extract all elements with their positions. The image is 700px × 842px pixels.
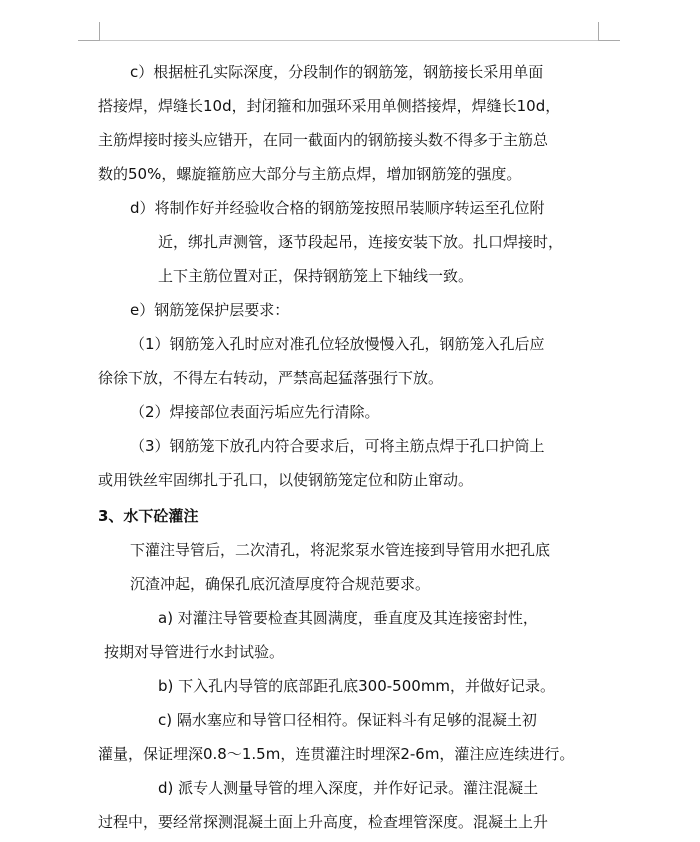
paragraph-line: 上下主筋位置对正，保持钢筋笼上下轴线一致。	[158, 267, 474, 285]
paragraph-line: d) 派专人测量导管的埋入深度，并作好记录。灌注混凝土	[158, 779, 539, 797]
paragraph-line: 搭接焊，焊缝长10d，封闭箍和加强环采用单侧搭接焊，焊缝长10d，	[98, 97, 561, 115]
crop-mark-left-vertical	[99, 22, 100, 41]
paragraph-line: e）钢筋笼保护层要求：	[130, 301, 290, 319]
paragraph-line: 过程中，要经常探测混凝土面上升高度，检查埋管深度。混凝土上升	[98, 813, 549, 831]
paragraph-line: d）将制作好并经验收合格的钢筋笼按照吊装顺序转运至孔位附	[130, 199, 545, 217]
paragraph-line: 数的50%，螺旋箍筋应大部分与主筋点焊，增加钢筋笼的强度。	[98, 165, 522, 183]
paragraph-line: 徐徐下放，不得左右转动，严禁高起猛落强行下放。	[98, 369, 444, 387]
crop-mark-right-horizontal	[598, 40, 620, 41]
paragraph-line: 近，绑扎声测管，逐节段起吊，连接安装下放。扎口焊接时，	[158, 233, 564, 251]
paragraph-line: 按期对导管进行水封试验。	[104, 643, 285, 661]
paragraph-line: 主筋焊接时接头应错开，在同一截面内的钢筋接头数不得多于主筋总	[98, 131, 549, 149]
paragraph-line: b) 下入孔内导管的底部距孔底300-500mm，并做好记录。	[158, 677, 556, 695]
header-rule	[100, 40, 598, 41]
paragraph-line: c）根据桩孔实际深度，分段制作的钢筋笼，钢筋接长采用单面	[130, 63, 544, 81]
paragraph-line: 下灌注导管后，二次清孔，将泥浆泵水管连接到导管用水把孔底	[130, 541, 551, 559]
paragraph-line: a) 对灌注导管要检查其圆满度，垂直度及其连接密封性，	[158, 609, 538, 627]
crop-mark-left-horizontal	[78, 40, 100, 41]
crop-mark-right-vertical	[598, 22, 599, 41]
paragraph-line: c) 隔水塞应和导管口径相符。保证料斗有足够的混凝土初	[158, 711, 537, 729]
section-heading: 3、水下砼灌注	[98, 507, 199, 525]
paragraph-line: 或用铁丝牢固绑扎于孔口，以使钢筋笼定位和防止窜动。	[98, 471, 474, 489]
paragraph-line: （2）焊接部位表面污垢应先行清除。	[130, 403, 380, 421]
paragraph-line: 灌量，保证埋深0.8～1.5m，连贯灌注时埋深2-6m，灌注应连续进行。	[98, 745, 575, 763]
paragraph-line: （1）钢筋笼入孔时应对准孔位轻放慢慢入孔，钢筋笼入孔后应	[130, 335, 545, 353]
paragraph-line: （3）钢筋笼下放孔内符合要求后，可将主筋点焊于孔口护筒上	[130, 437, 545, 455]
paragraph-line: 沉渣冲起，确保孔底沉渣厚度符合规范要求。	[130, 575, 431, 593]
